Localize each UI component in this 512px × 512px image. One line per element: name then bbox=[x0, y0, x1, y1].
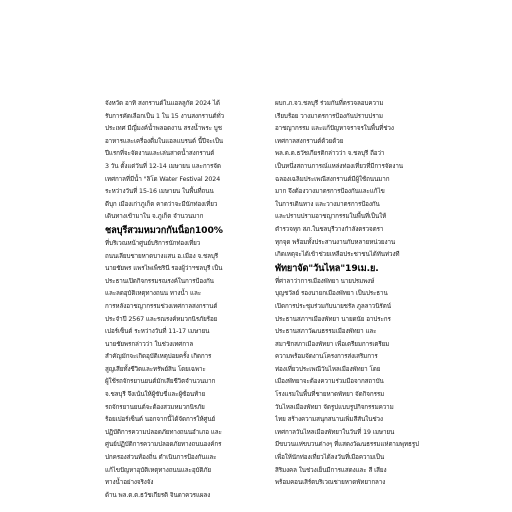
text-line: เทศกาลที่มีน้ำ "ลิโด Water Festival 2024 bbox=[105, 175, 221, 183]
text-line: ปฏิบัติการความปลอดภัยทางถนนอำเภอ และ bbox=[105, 428, 222, 436]
article-paragraph bbox=[105, 98, 257, 224]
text-line: การหลังอาชญากรรมช่วงเทศกาลสงกรานต์ bbox=[105, 302, 218, 310]
text-line: นายชัยพรกล่าวว่า ในช่วงเทศกาล bbox=[105, 340, 194, 348]
text-line: ประธานสภาวัฒนธรรมเมืองพัทยา และ bbox=[275, 328, 377, 336]
text-line: พร้อมคอนเสิร์ตบริเวณชายหาดพัทยากลาง bbox=[275, 479, 386, 487]
text-line: นายชัยพร แพรไพเพ็ชรินี รองผู้ว่าฯชลบุรี เป็น bbox=[105, 265, 223, 273]
text-line: อาชญากรรม และแก้ปัญหาจราจรในพื้นที่ช่วง bbox=[275, 125, 394, 133]
text-line: สำคัญมักจะเกิดอุบัติเหตุบ่อยครั้ง เกิดการ bbox=[105, 353, 212, 361]
text-line: เทศกาลสงกรานต์ด้วยด้วย bbox=[275, 137, 344, 145]
article-column-right bbox=[275, 98, 427, 490]
text-line: จ.ชลบุรี จึงเน้นให้ผู้ขับขี่และผู้ซ้อนท้าย bbox=[105, 391, 206, 399]
text-line: ท่องเที่ยวประเพณีวันไหลเมืองพัทยา โดย bbox=[275, 365, 381, 373]
text-line: ผู้ใช้รถจักรยานยนต์มักเสียชีวิตจำนวนมาก bbox=[105, 378, 216, 386]
article-paragraph bbox=[105, 238, 257, 339]
text-line: ฉลองเฉลิมประเพณีสงกรานต์มีผู้ใช้ถนนมาก bbox=[275, 175, 390, 183]
text-line: ตำรวจทุก สภ.ในชลบุรีวางกำลังตรวจตรา bbox=[275, 225, 384, 233]
text-line: บุญชวัลย์ รองนายกเมืองพัทยา เป็นประธาน bbox=[275, 290, 388, 298]
text-line: พล.ต.ต.ธวัชเกียรติกล่าวว่า จ.ชลบุรี ถือว่า bbox=[275, 150, 385, 158]
text-line: สมาชิกสภาเมืองพัทยา เพื่อเตรียมการเตรียม bbox=[275, 340, 390, 348]
text-line: ผบก.ภ.จว.ชลบุรี ร่วมกันที่ตรวจลอบความ bbox=[275, 100, 384, 107]
text-line: เกิดเหตุจะได้เข้าช่วยเหลือประชาชนได้ทันท่วงที bbox=[275, 251, 400, 259]
text-line: ทุกจุด พร้อมทั้งประสานงานกับหลายหน่วยงาน bbox=[275, 238, 396, 246]
text-line: เทศกาลวันไหลเมืองพัทยาในวันที่ 19 เมษายน bbox=[275, 428, 395, 436]
article-heading-pattaya-wan-lai: พัทยาจัด"วันไหล"19เม.ย. bbox=[275, 262, 379, 274]
text-line: ถนนเลียบชายหาดบางแสน อ.เมือง จ.ชลบุรี bbox=[105, 252, 219, 260]
article-paragraph bbox=[105, 490, 257, 503]
text-line: จังหวัด อาทิ สงกรานต์ในแอลลูกัด 2024 ได้ bbox=[105, 100, 220, 107]
text-line: วันไหลเมืองพัทยา จัดรูปแบบรูปกิจกรรมความ bbox=[275, 403, 394, 411]
text-line: อาหารและเครื่องดื่มในแอลแบรนด์ นี้ปีจะเป็น bbox=[105, 137, 223, 145]
text-line: รับการคัดเลือกเป็น 1 ใน 15 งานสงกรานต์ทั่ว bbox=[105, 112, 225, 120]
text-line: เมืองพัทยาจะต้องความร่วมมือจากสถาบัน bbox=[275, 378, 384, 386]
text-line: ไทย สร้างความสนุกสนานเพิ่มสีสันในช่วง bbox=[275, 416, 383, 424]
text-line: ปีแรกที่จะจัดงานและเล่นสาดน้ำสงกรานต์ bbox=[105, 150, 215, 158]
article-heading-chonburi-helmet: ชลบุรีสวมหมวกกันน็อก100% bbox=[105, 224, 223, 236]
text-line: ด้าน พล.ต.ต.ธวัชเกียรติ จินดาควรแผลง bbox=[105, 491, 211, 499]
text-line: ความพร้อมจัดงานโครงการส่งเสริมการ bbox=[275, 353, 378, 361]
text-line: ที่ศาลาว่าการเมืองพัทยา นายปรมพงษ์ bbox=[275, 277, 375, 285]
text-line: และลดอุบัติเหตุทางถนน ทางน้ำ และ bbox=[105, 290, 201, 298]
text-line: เปอร์เซ็นต์ ระหว่างวันที่ 11-17 เมษายน bbox=[105, 328, 210, 336]
article-paragraph bbox=[275, 276, 427, 490]
text-line: โรงแรมในพื้นที่ชายหาดพัทยา จัดกิจกรรม bbox=[275, 391, 385, 399]
text-line: แก้ไขปัญหาอุบัติเหตุทางถนนและอุบัติภัย bbox=[105, 466, 212, 474]
text-line: ประจำปี 2567 และรณรงค์หมวกนิรภัยร้อย bbox=[105, 315, 218, 323]
article-column-left bbox=[105, 98, 257, 502]
text-line: ในการเดินทาง และวางมาตรการป้องกัน bbox=[275, 200, 380, 208]
text-line: ศูนย์ปฏิบัติการความปลอดภัยทางถนนองค์กร bbox=[105, 441, 222, 449]
text-line: เรียบร้อย วางมาตรการป้องกันปราบปราม bbox=[275, 112, 383, 120]
text-line: ประเทศ มีญี่มงค์น้ำพลอดงาน สรงน้ำพระ บูช bbox=[105, 125, 222, 133]
article-paragraph bbox=[275, 98, 427, 148]
text-line: ร้อยเปอร์เซ็นต์ นอกจากนี้ได้จัดการให้ศูนย์ bbox=[105, 416, 216, 424]
text-line: 3 วัน ตั้งแต่วันที่ 12-14 เมษายน และการจัด bbox=[105, 162, 221, 170]
text-line: มาก จึงต้องวางมาตรการป้องกันและแก้ไข bbox=[275, 188, 385, 196]
text-line: ประธานสภาฯเมืองพัทยา นายดนัย อาประกร bbox=[275, 315, 391, 323]
text-line: สิริมงคล ในช่วงเย็นมีการแสดงและ สี เสียง bbox=[275, 466, 387, 474]
text-line: ประธานเปิดกิจกรรมรณรงค์ในการป้องกัน bbox=[105, 277, 214, 285]
text-line: ระหว่างวันที่ 15-16 เมษายน ในพื้นที่ถนน bbox=[105, 188, 214, 196]
text-line: มีขบวนแห่ขบวนต่างๆ ที่แสดงวัฒนธรรมแห่ตามพุทธรูป bbox=[275, 441, 419, 449]
text-line: สูญเสียทั้งชีวิตและทรัพย์สิน โดยเฉพาะ bbox=[105, 365, 206, 373]
text-line: ทางน้ำอย่างจริงจัง bbox=[105, 479, 154, 487]
text-line: เพื่อให้นักท่องเที่ยวได้ลงวันที่เมือความเป็น bbox=[275, 454, 385, 462]
text-line: เดินทางเข้ามาใน จ.ภูเก็ต จำนวนมาก bbox=[105, 213, 204, 221]
text-line: ปกครองส่วนท้องถิ่น ดำเนินการป้องกันและ bbox=[105, 454, 217, 462]
text-line: ที่บริเวณหน้าศูนย์บริการนักท่องเที่ยว bbox=[105, 239, 201, 247]
text-line: และปราบปรามอาชญากรรมในพื้นที่เป็นให้ bbox=[275, 213, 387, 221]
article-paragraph bbox=[275, 148, 427, 261]
text-line: เปิดการประชุมร่วมกับนายชรัล ภูลลาวนิรัตน์ bbox=[275, 302, 391, 310]
article-paragraph bbox=[105, 339, 257, 490]
text-line: ดีบุก เมืองเก่าภูเก็ต คาดว่าจะมีนักท่องเที่ยว bbox=[105, 200, 218, 208]
text-line: รถจักรยานยนต์จะต้องสวมหมวกนิรภัย bbox=[105, 403, 205, 411]
text-line: เป็นหนึ่งสถานการณ์แหล่งท่องเที่ยวที่มีการจัดงาน bbox=[275, 162, 403, 170]
